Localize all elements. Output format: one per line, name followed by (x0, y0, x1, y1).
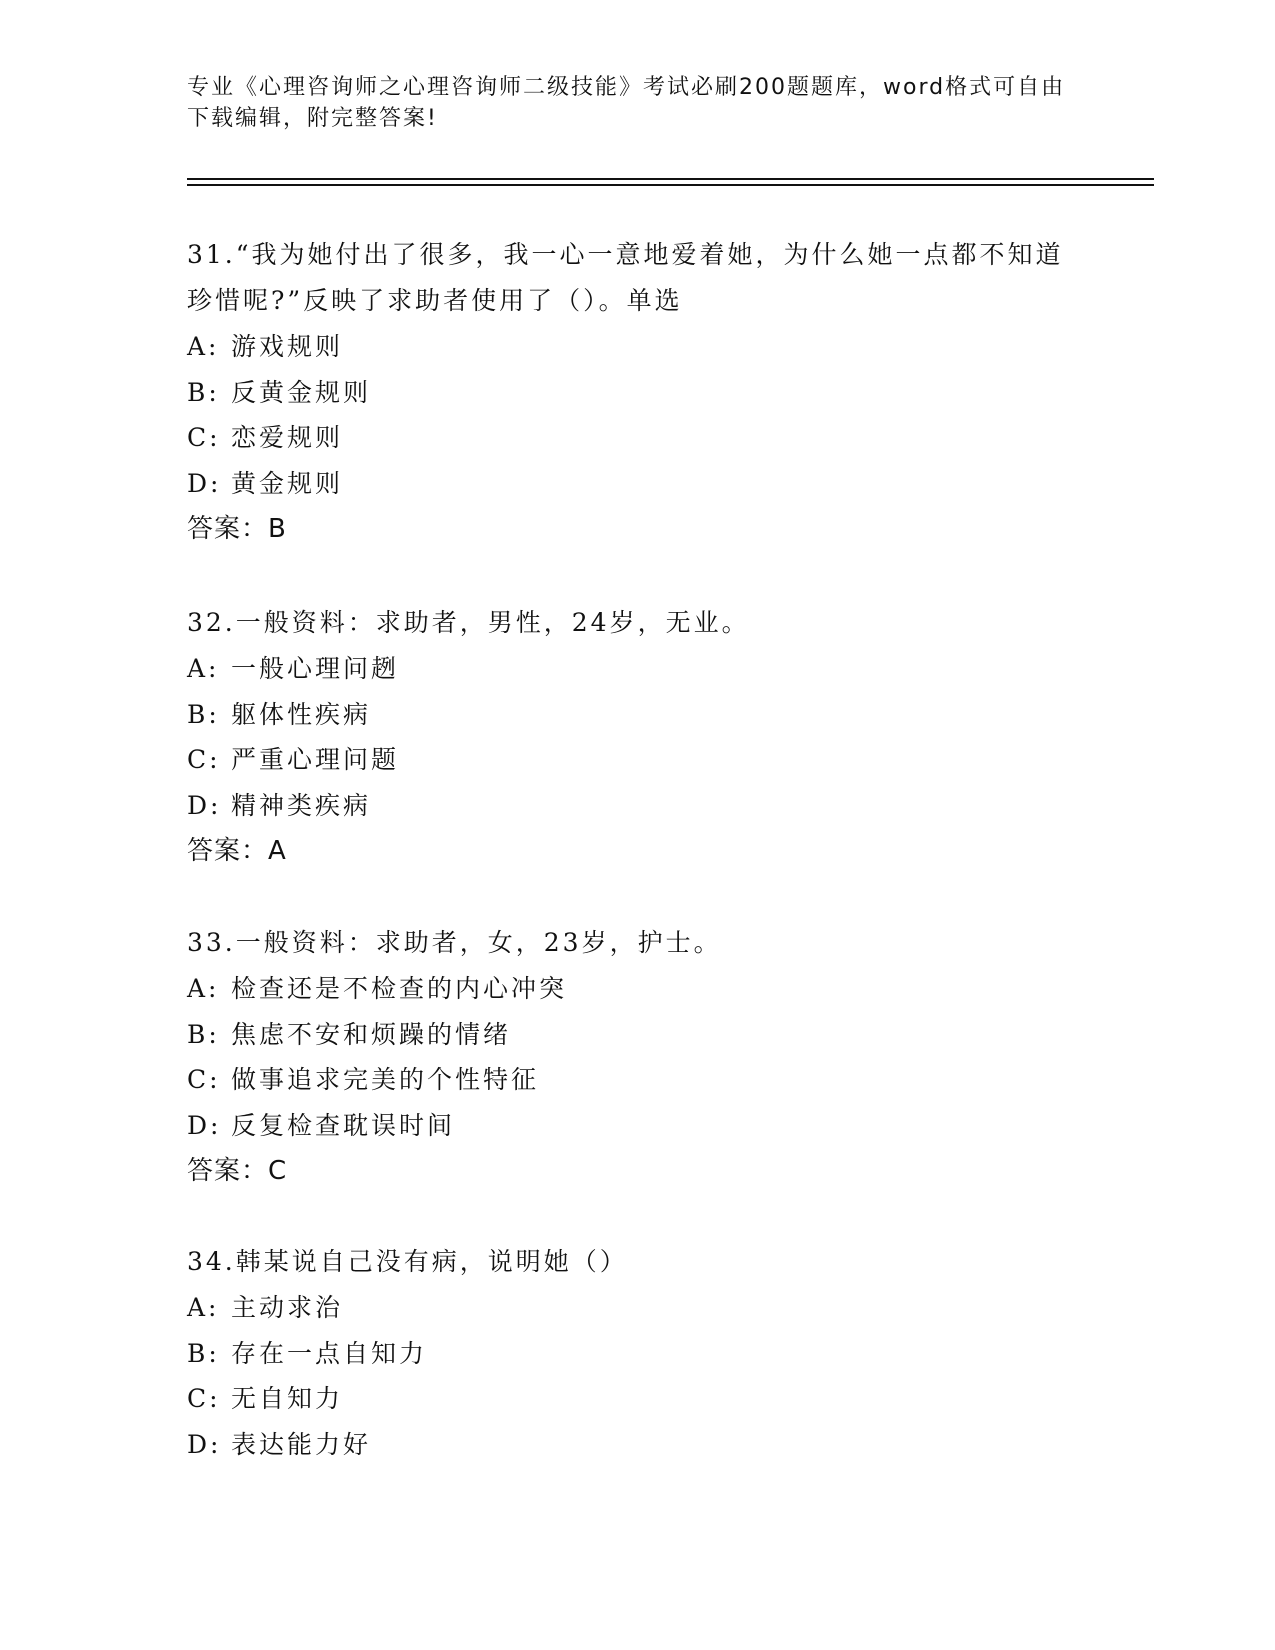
option-letter: A: (187, 974, 220, 1003)
option-text: 检查还是不检查的内心冲突 (231, 974, 568, 1003)
option-letter: C: (187, 1065, 221, 1094)
question-31 (187, 232, 1087, 552)
question-34 (187, 1239, 1087, 1467)
option-d (187, 1422, 1087, 1468)
question-stem: 32.一般资料：求助者，男性，24岁，无业。 (187, 608, 750, 637)
question-stem: 34.韩某说自己没有病，说明她（） (187, 1247, 628, 1276)
question-32 (187, 600, 1087, 874)
option-text: 做事追求完美的个性特征 (231, 1065, 540, 1094)
option-letter: B: (187, 1338, 220, 1368)
option-letter: D: (187, 1429, 222, 1459)
option-a (187, 966, 1087, 1012)
question-stem: 31.“我为她付出了很多，我一心一意地爱着她，为什么她一点都不知道珍惜呢?”反映了求助者使用了（）。单选 (187, 240, 1064, 315)
option-d (187, 1103, 1087, 1149)
answer-line: 答案：B (187, 514, 287, 544)
option-text: 躯体性疾病 (231, 699, 372, 729)
option-letter: C: (187, 1384, 221, 1413)
option-letter: C: (187, 745, 221, 774)
option-text: 反黄金规则 (231, 377, 372, 407)
option-text: 主动求治 (231, 1293, 344, 1322)
option-letter: C: (187, 423, 221, 452)
option-text: 一般心理问趔 (231, 654, 400, 683)
question-33 (187, 920, 1087, 1194)
option-text: 精神类疾病 (231, 790, 372, 820)
option-text: 存在一点自知力 (231, 1338, 428, 1368)
option-c (187, 415, 1087, 461)
option-c (187, 1057, 1087, 1103)
option-letter: D: (187, 1110, 222, 1140)
option-b (187, 1331, 1087, 1377)
option-a (187, 324, 1087, 370)
question-stem: 33.一般资料：求助者，女，23岁，护士。 (187, 928, 722, 957)
document-intro: 专业《心理咨询师之心理咨询师二级技能》考试必刷200题题库，word格式可自由下载编辑，附完整答案! (187, 75, 1066, 131)
answer-line: 答案：C (187, 1156, 288, 1186)
option-a (187, 1285, 1087, 1331)
option-d (187, 461, 1087, 507)
option-c (187, 737, 1087, 783)
header-divider-bottom (187, 184, 1154, 186)
option-letter: A: (187, 1293, 220, 1322)
option-text: 游戏规则 (231, 332, 344, 361)
option-text: 恋爱规则 (231, 423, 344, 452)
option-b (187, 692, 1087, 738)
option-text: 反复检查耽误时间 (231, 1110, 456, 1140)
option-d (187, 783, 1087, 829)
option-c (187, 1376, 1087, 1422)
option-a (187, 646, 1087, 692)
option-letter: A: (187, 654, 220, 683)
option-text: 焦虑不安和烦躁的情绪 (231, 1019, 512, 1049)
header-divider-top (187, 178, 1154, 180)
option-text: 严重心理问题 (231, 745, 400, 774)
option-b (187, 1012, 1087, 1058)
option-letter: B: (187, 699, 220, 729)
option-letter: B: (187, 1019, 220, 1049)
option-letter: A: (187, 332, 220, 361)
option-b (187, 370, 1087, 416)
answer-line: 答案：A (187, 836, 287, 866)
option-letter: B: (187, 377, 220, 407)
option-letter: D: (187, 468, 222, 498)
option-text: 表达能力好 (231, 1429, 372, 1459)
option-text: 黄金规则 (231, 468, 344, 498)
option-letter: D: (187, 790, 222, 820)
option-text: 无自知力 (231, 1384, 344, 1413)
